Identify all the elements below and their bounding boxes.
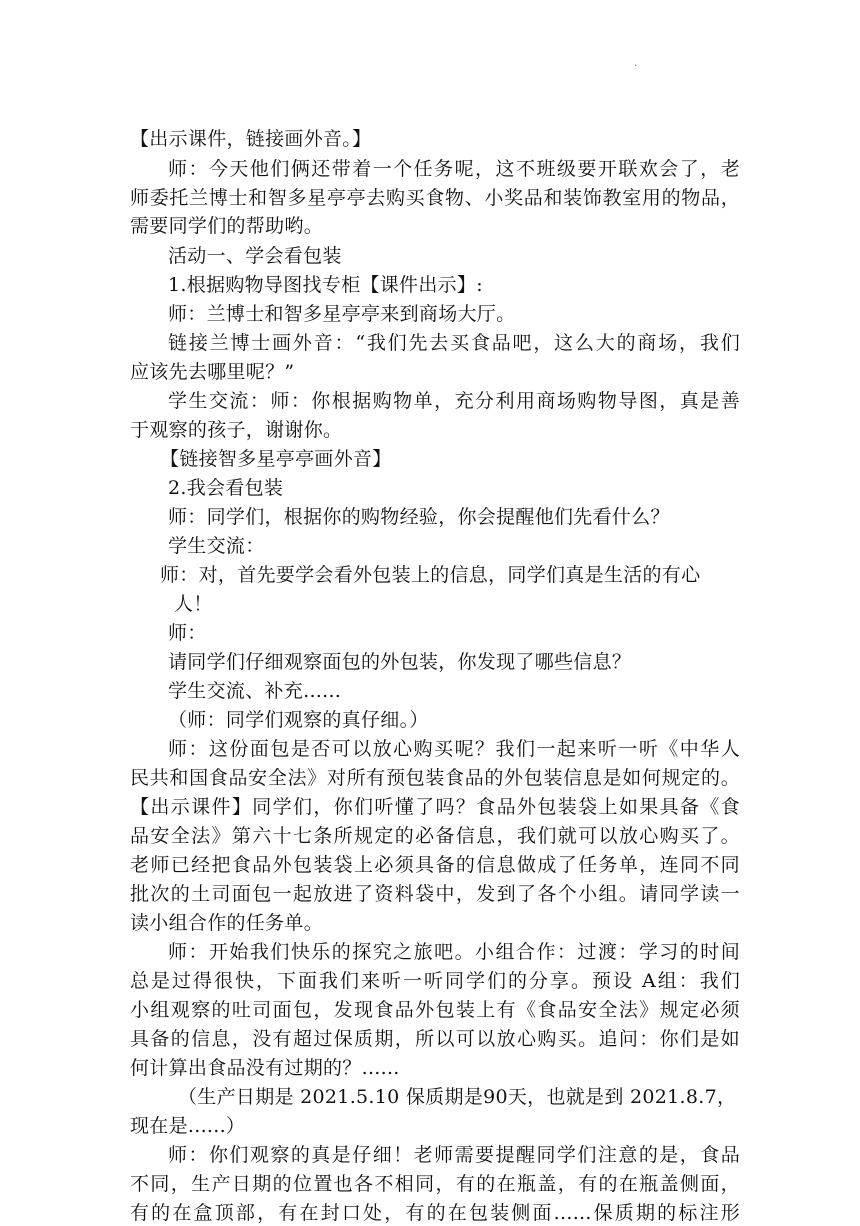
paragraph-line: 学生交流： xyxy=(168,535,265,557)
page-mark: . xyxy=(634,58,638,69)
paragraph-line: 【链接智多星亭亭画外音】 xyxy=(160,448,392,470)
paragraph-line: 民共和国食品安全法》对所有预包装食品的外包装信息是如何规定的。 xyxy=(130,767,740,789)
paragraph-line: （师：同学们观察的真仔细。） xyxy=(168,709,429,731)
subsection-heading: 2.我会看包装 xyxy=(168,477,284,499)
paragraph-line: 【出示课件】同学们，你们听懂了吗？食品外包装袋上如果具备《食 xyxy=(130,796,740,818)
paragraph-line: 小组观察的吐司面包，发现食品外包装上有《食品安全法》规定必须 xyxy=(130,999,740,1021)
paragraph-line: 具备的信息，没有超过保质期，所以可以放心购买。追问：你们是如 xyxy=(130,1028,740,1050)
paragraph-line: 何计算出食品没有过期的？...... xyxy=(130,1057,400,1079)
paragraph-line: 师：开始我们快乐的探究之旅吧。小组合作：过渡：学习的时间 xyxy=(168,941,740,963)
paragraph-line: 师：兰博士和智多星亭亭来到商场大厅。 xyxy=(168,303,516,325)
paragraph-line: 师：同学们，根据你的购物经验，你会提醒他们先看什么？ xyxy=(168,506,670,528)
subsection-heading: 1.根据购物导图找专柜【课件出示】: xyxy=(168,274,483,296)
paragraph-line: 有的在盒顶部，有在封口处，有的在包装侧面......保质期的标注形 xyxy=(130,1202,740,1224)
paragraph-line: 应该先去哪里呢？” xyxy=(130,361,295,383)
paragraph-line: 师：你们观察的真是仔细！老师需要提醒同学们注意的是，食品 xyxy=(168,1144,740,1166)
paragraph-line: 学生交流：师：你根据购物单，充分利用商场购物导图，真是善 xyxy=(168,390,740,412)
paragraph-line: 师： xyxy=(168,622,207,644)
paragraph-line: 师：今天他们俩还带着一个任务呢，这不班级要开联欢会了，老 xyxy=(168,158,740,180)
paragraph-line: 链接兰博士画外音：“我们先去买食品吧，这么大的商场，我们 xyxy=(168,332,740,354)
paragraph-line: 人！ xyxy=(174,593,213,615)
paragraph-line: 学生交流、补充...... xyxy=(168,680,342,702)
paragraph-line: 批次的土司面包一起放进了资料袋中，发到了各个小组。请同学读一 xyxy=(130,883,740,905)
paragraph-line: 老师已经把食品外包装袋上必须具备的信息做成了任务单，连同不同 xyxy=(130,854,740,876)
paragraph-line: 读小组合作的任务单。 xyxy=(130,912,324,934)
paragraph-line: 【出示课件，链接画外音。】 xyxy=(130,128,372,150)
paragraph-line: 师委托兰博士和智多星亭亭去购买食物、小奖品和装饰教室用的物品， xyxy=(130,187,740,209)
paragraph-line: 需要同学们的帮助哟。 xyxy=(130,215,324,237)
paragraph-line: 总是过得很快，下面我们来听一听同学们的分享。预设 A组：我们 xyxy=(130,970,740,992)
paragraph-line: 请同学们仔细观察面包的外包装，你发现了哪些信息？ xyxy=(168,651,632,673)
paragraph-line: 师：对，首先要学会看外包装上的信息，同学们真是生活的有心 xyxy=(160,564,701,586)
paragraph-line: 品安全法》第六十七条所规定的必备信息，我们就可以放心购买了。 xyxy=(130,825,740,847)
paragraph-line: （生产日期是 2021.5.10 保质期是90天，也就是到 2021.8.7， xyxy=(178,1086,737,1108)
paragraph-line: 现在是......） xyxy=(130,1115,246,1137)
paragraph-line: 师：这份面包是否可以放心购买呢？我们一起来听一听《中华人 xyxy=(168,738,740,760)
paragraph-line: 于观察的孩子，谢谢你。 xyxy=(130,419,343,441)
paragraph-line: 不同，生产日期的位置也各不相同，有的在瓶盖，有的在瓶盖侧面， xyxy=(130,1173,740,1195)
section-heading: 活动一、学会看包装 xyxy=(168,245,342,267)
